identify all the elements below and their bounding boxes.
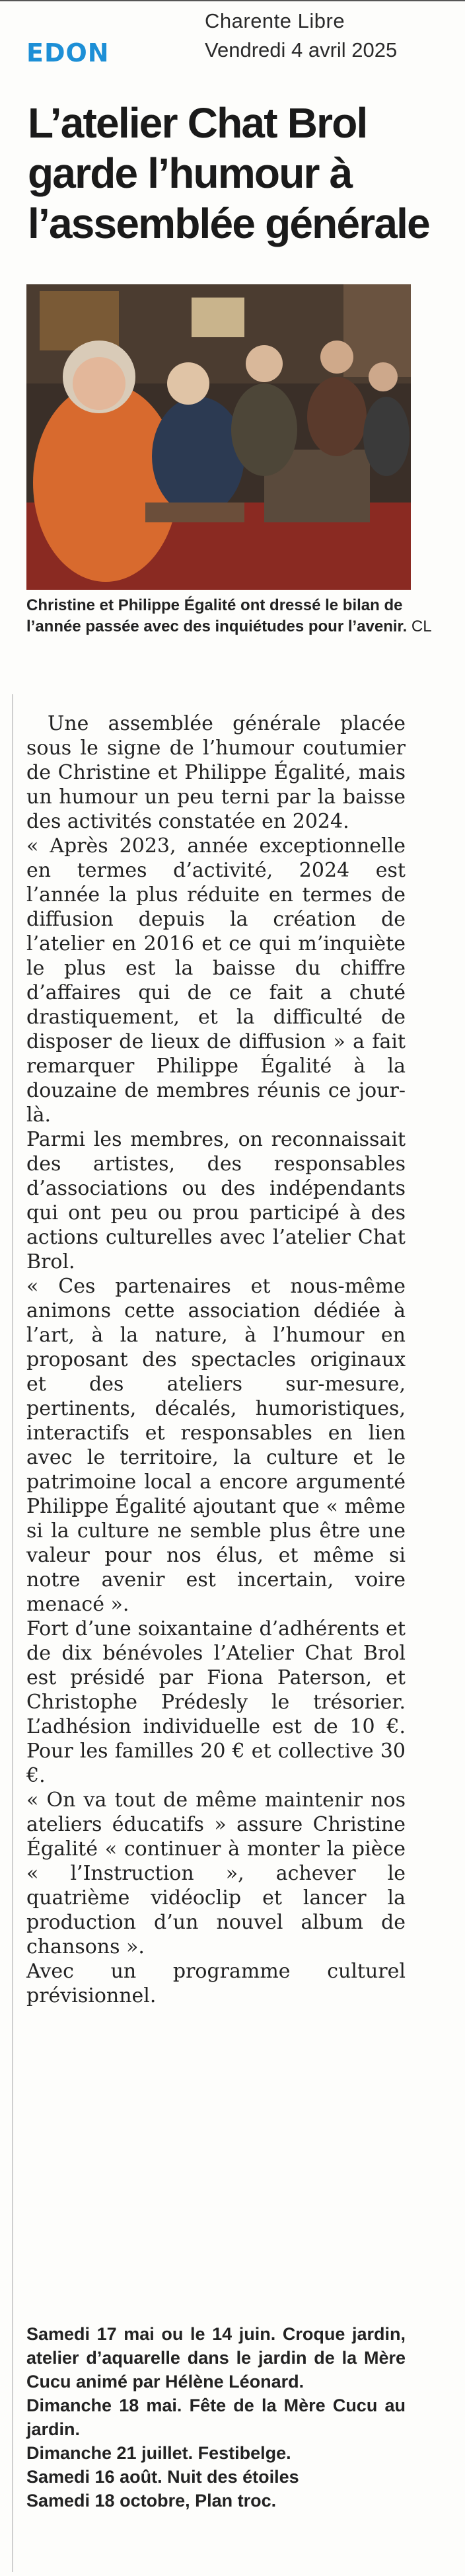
section-label: EDON [26,38,110,67]
caption-credit: CL [411,618,432,635]
paragraph: « Après 2023, année exceptionnelle en termes d’activité, 2024 est l’année la plus réduite en termes de diffusion depuis la création de l’atelier en 2016 et ce qui m’inquiète le plus est la baisse du chiffre d’affaires qui de ce fait a chuté drastiquement, et la difficulté de disposer de lieux de diffusion » a fait remarquer Philippe Égalité à la douzaine de membres réunis ce jour-là. [26,834,406,1127]
photo-illustration [26,284,411,590]
paragraph: « Ces partenaires et nous-même animons cette association dédiée à l’art, à la nature, à l’humour en proposant des spectacles originaux et des ateliers sur-mesure, pertinents, décalés, humoristiques, interactifs et responsables en lien avec le territoire, la culture et le patrimoine local a encore argumenté Philippe Égalité ajoutant que « même si la culture ne semble plus être une valeur pour nos élus, et même si notre avenir est incertain, voire menacé ». [26,1275,406,1616]
agenda-item: Dimanche 18 mai. Fête de la Mère Cucu au jardin. [26,2395,406,2439]
paragraph: « On va tout de même maintenir nos ateliers éducatifs » assure Christine Égalité « continuer à monter la pièce « l’Instruction », achever le quatrième vidéoclip et lancer la production d’un nouvel album de chansons ». [26,1789,406,1958]
headline: L’atelier Chat Brol garde l’humour à l’assemblée générale [28,99,429,247]
event-agenda [26,2322,406,2513]
paragraph: Une assemblée générale placée sous le signe de l’humour coutumier de Christine et Philippe Égalité, mais un humour un peu terni par la baisse des activités constatée en 2024. [26,712,406,833]
photo-caption [26,595,436,637]
caption-text: Christine et Philippe Égalité ont dressé le bilan de l’année passée avec des inquiétudes pour l’avenir. [26,596,408,635]
newspaper-name: Charente Libre [205,9,345,32]
agenda-item: Dimanche 21 juillet. Festibelge. [26,2443,291,2463]
paragraph: Avec un programme culturel prévisionnel. [26,1960,406,2007]
article-photo [26,284,411,590]
publication-date: Vendredi 4 avril 2025 [205,38,398,61]
agenda-item: Samedi 18 octobre, Plan troc. [26,2491,277,2511]
paragraph: Parmi les membres, on reconnaissait des artistes, des responsables d’associations ou des indépendants qui ont peu ou prou participé à des actions culturelles avec l’atelier Chat Brol. [26,1128,406,1273]
agenda-item: Samedi 17 mai ou le 14 juin. Croque jardin, atelier d’aquarelle dans le jardin de la Mère Cucu animé par Hélène Léonard. [26,2324,406,2392]
paragraph: Fort d’une soixantaine d’adhérents et de dix bénévoles l’Atelier Chat Brol est présidé par Fiona Paterson, et Christophe Prédesly le trésorier. L’adhésion individuelle est de 10 €. Pour les familles 20 € et collective 30 €. [26,1617,406,1787]
article-body [26,711,406,2008]
agenda-item: Samedi 16 août. Nuit des étoiles [26,2467,299,2487]
column-rule [12,694,13,2572]
